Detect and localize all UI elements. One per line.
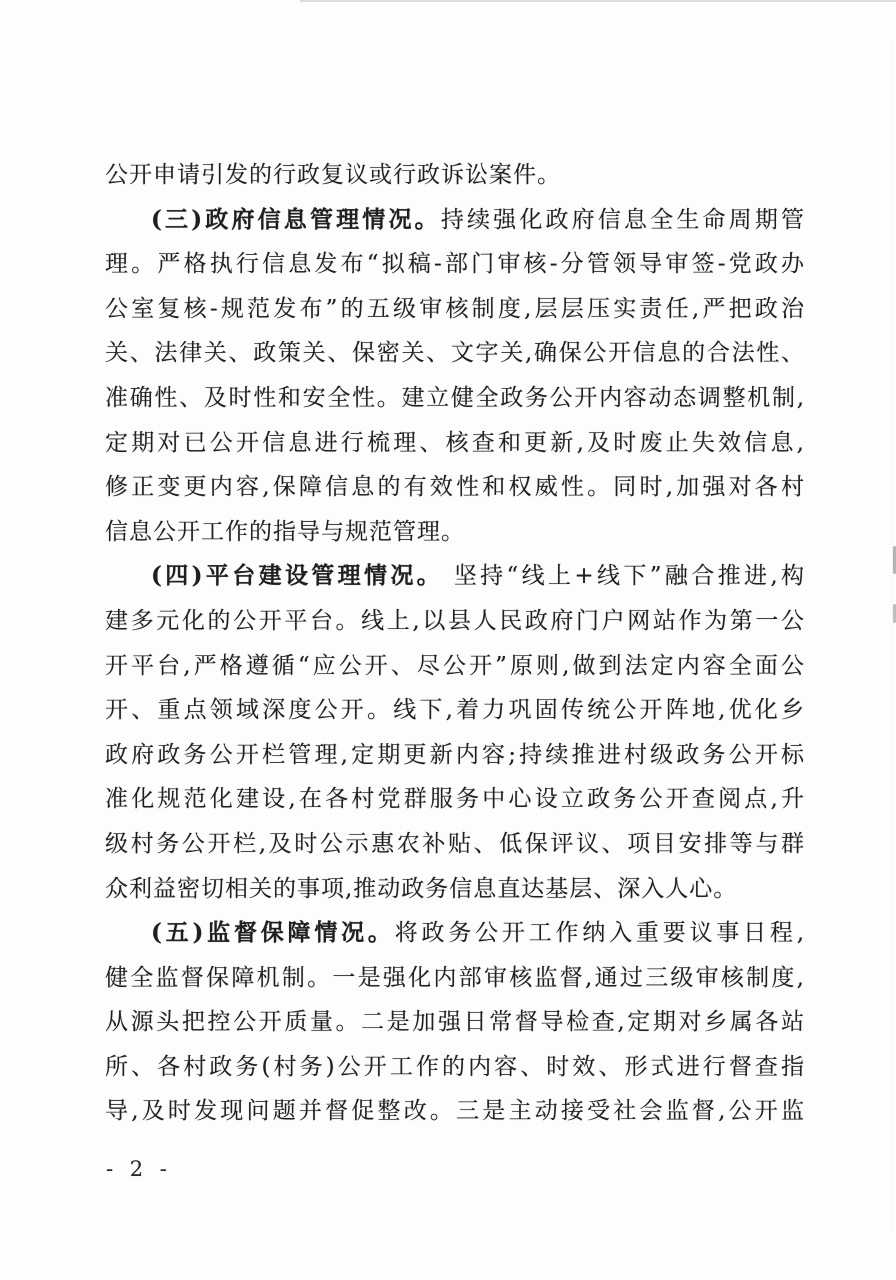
document-body [105, 153, 805, 1134]
text-segment: 关、法律关、政策关、保密关、文字关,确保公开信息的合法性、 [105, 340, 805, 367]
text-line [105, 153, 805, 198]
text-line [105, 554, 805, 599]
text-segment: 准化规范化建设,在各村党群服务中心设立政务公开查阅点,升 [105, 786, 805, 813]
text-line [105, 242, 805, 287]
text-segment: 持续强化政府信息全生命周期管 [440, 206, 805, 233]
section-4-platform-construction-management [105, 554, 805, 911]
section-heading: (四)平台建设管理情况。 [151, 562, 444, 590]
page-number: - 2 - [106, 1157, 172, 1181]
scan-artifact-right-hairline [892, 40, 893, 1230]
section-heading: (三)政府信息管理情况。 [151, 205, 441, 233]
text-line [105, 376, 805, 421]
text-segment: 开、重点领域深度公开。线下,着力巩固传统公开阵地,优化乡 [105, 697, 805, 724]
text-segment: 建多元化的公开平台。线上,以县人民政府门户网站作为第一公 [105, 607, 805, 634]
section-heading: (五)监督保障情况。 [151, 919, 395, 947]
text-line [105, 599, 805, 644]
text-segment: 准确性、及时性和安全性。建立健全政务公开内容动态调整机制, [105, 384, 805, 411]
text-segment: 定期对已公开信息进行梳理、核查和更新,及时废止失效信息, [105, 429, 805, 456]
text-line [105, 911, 805, 956]
text-segment: 信息公开工作的指导与规范管理。 [105, 518, 465, 545]
text-line [105, 688, 805, 733]
text-segment: 导,及时发现问题并督促整改。三是主动接受社会监督,公开监 [105, 1098, 805, 1125]
text-line [105, 644, 805, 689]
text-segment: 理。严格执行信息发布“拟稿-部门审核-分管领导审签-党政办 [105, 251, 805, 278]
paragraph-continuation [105, 153, 805, 198]
text-segment: 坚持“线上+线下”融合推进,构 [443, 563, 805, 590]
text-line [105, 421, 805, 466]
text-segment: 公开申请引发的行政复议或行政诉讼案件。 [105, 162, 561, 188]
text-line [105, 1089, 805, 1134]
text-segment: 修正变更内容,保障信息的有效性和权威性。同时,加强对各村 [105, 474, 805, 501]
text-segment: 从源头把控公开质量。二是加强日常督导检查,定期对乡属各站 [105, 1009, 805, 1036]
text-segment: 众利益密切相关的事项,推动政务信息直达基层、深入人心。 [105, 875, 738, 902]
text-line [105, 867, 805, 912]
text-segment: 所、各村政务(村务)公开工作的内容、时效、形式进行督查指 [105, 1053, 805, 1080]
text-line [105, 287, 805, 332]
text-line [105, 510, 805, 555]
text-segment: 健全监督保障机制。一是强化内部审核监督,通过三级审核制度, [105, 964, 805, 991]
text-segment: 开平台,严格遵循“应公开、尽公开”原则,做到法定内容全面公 [105, 652, 805, 679]
text-line [105, 777, 805, 822]
text-segment: 公室复核-规范发布”的五级审核制度,层层压实责任,严把政治 [105, 295, 805, 322]
text-line [105, 198, 805, 243]
text-segment: 级村务公开栏,及时公示惠农补贴、低保评议、项目安排等与群 [105, 830, 805, 857]
text-line [105, 1045, 805, 1090]
scan-artifact-top-edge [300, 0, 896, 2]
section-3-government-information-management [105, 198, 805, 555]
text-line [105, 465, 805, 510]
section-5-supervision-guarantee [105, 911, 805, 1134]
text-line [105, 822, 805, 867]
text-line [105, 733, 805, 778]
text-line [105, 1000, 805, 1045]
text-line [105, 956, 805, 1001]
text-line [105, 331, 805, 376]
text-segment: 将政务公开工作纳入重要议事日程, [394, 920, 805, 947]
text-segment: 政府政务公开栏管理,定期更新内容;持续推进村级政务公开标 [105, 741, 805, 768]
